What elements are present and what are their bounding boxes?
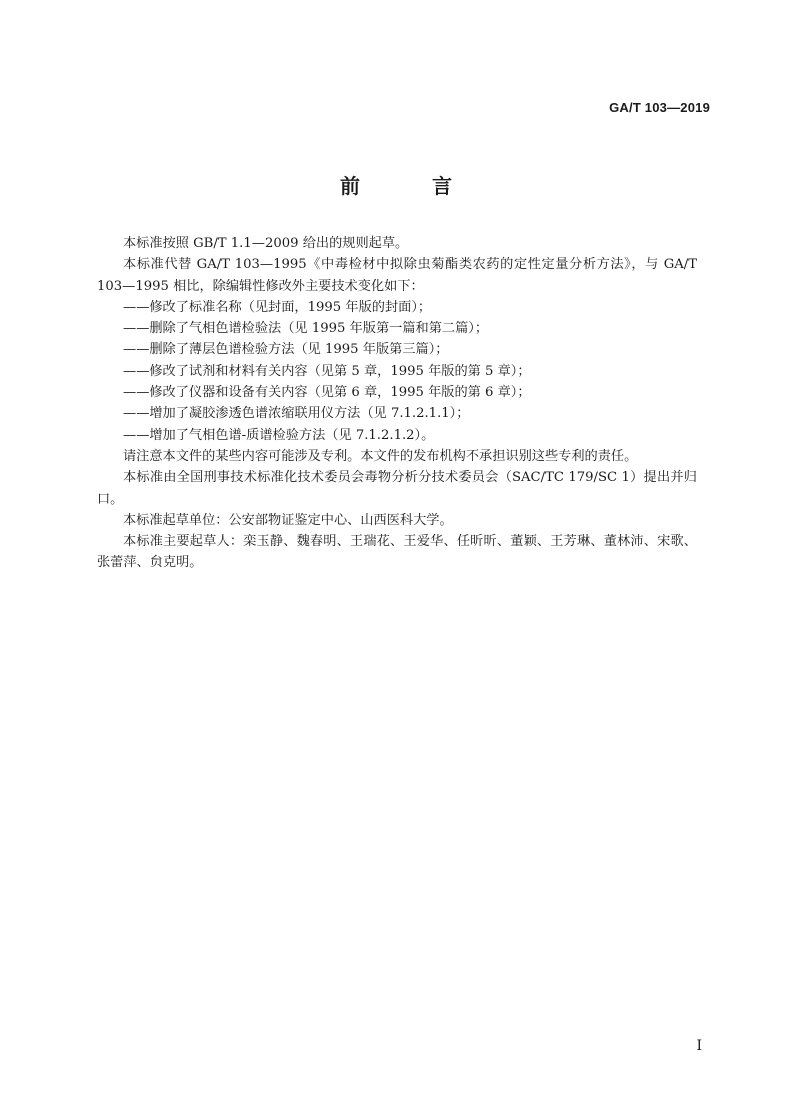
paragraph-replacement: 本标准代替 GA/T 103—1995《中毒检材中拟除虫菊酯类农药的定性定量分析方法》，与 GA/T 103—1995 相比，除编辑性修改外主要技术变化如下： [97, 257, 697, 294]
change-item: ——删除了气相色谱检验法（见 1995 年版第一篇和第二篇）； [123, 321, 489, 337]
standard-code: GA/T 103—2019 [609, 100, 710, 115]
change-item: ——修改了标准名称（见封面，1995 年版的封面）； [123, 299, 432, 315]
change-item: ——增加了凝胶渗透色谱浓缩联用仪方法（见 7.1.2.1.1）； [123, 406, 470, 422]
change-item: ——增加了气相色谱-质谱检验方法（见 7.1.2.1.2）。 [123, 427, 435, 443]
paragraph-drafting-units: 本标准起草单位：公安部物证鉴定中心、山西医科大学。 [123, 512, 453, 528]
change-item: ——删除了薄层色谱检验方法（见 1995 年版第三篇）； [123, 342, 449, 358]
change-item: ——修改了试剂和材料有关内容（见第 5 章，1995 年版的第 5 章）； [123, 363, 531, 379]
paragraph-drafters: 本标准主要起草人：栾玉静、魏春明、王瑞花、王爱华、任昕昕、董颖、王芳琳、董林沛、宋歌、张蕾萍、贠克明。 [97, 534, 697, 571]
page-number: I [696, 1038, 702, 1054]
paragraph-drafting-rules: 本标准按照 GB/T 1.1—2009 给出的规则起草。 [123, 236, 409, 251]
paragraph-patent-notice: 请注意本文件的某些内容可能涉及专利。本文件的发布机构不承担识别这些专利的责任。 [123, 448, 638, 464]
document-body [97, 233, 697, 574]
paragraph-proposer: 本标准由全国刑事技术标准化技术委员会毒物分析分技术委员会（SAC/TC 179/SC 1）提出并归口。 [97, 470, 697, 507]
page-title: 前 言 [340, 174, 478, 198]
change-item: ——修改了仪器和设备有关内容（见第 6 章，1995 年版的第 6 章）； [123, 385, 531, 401]
